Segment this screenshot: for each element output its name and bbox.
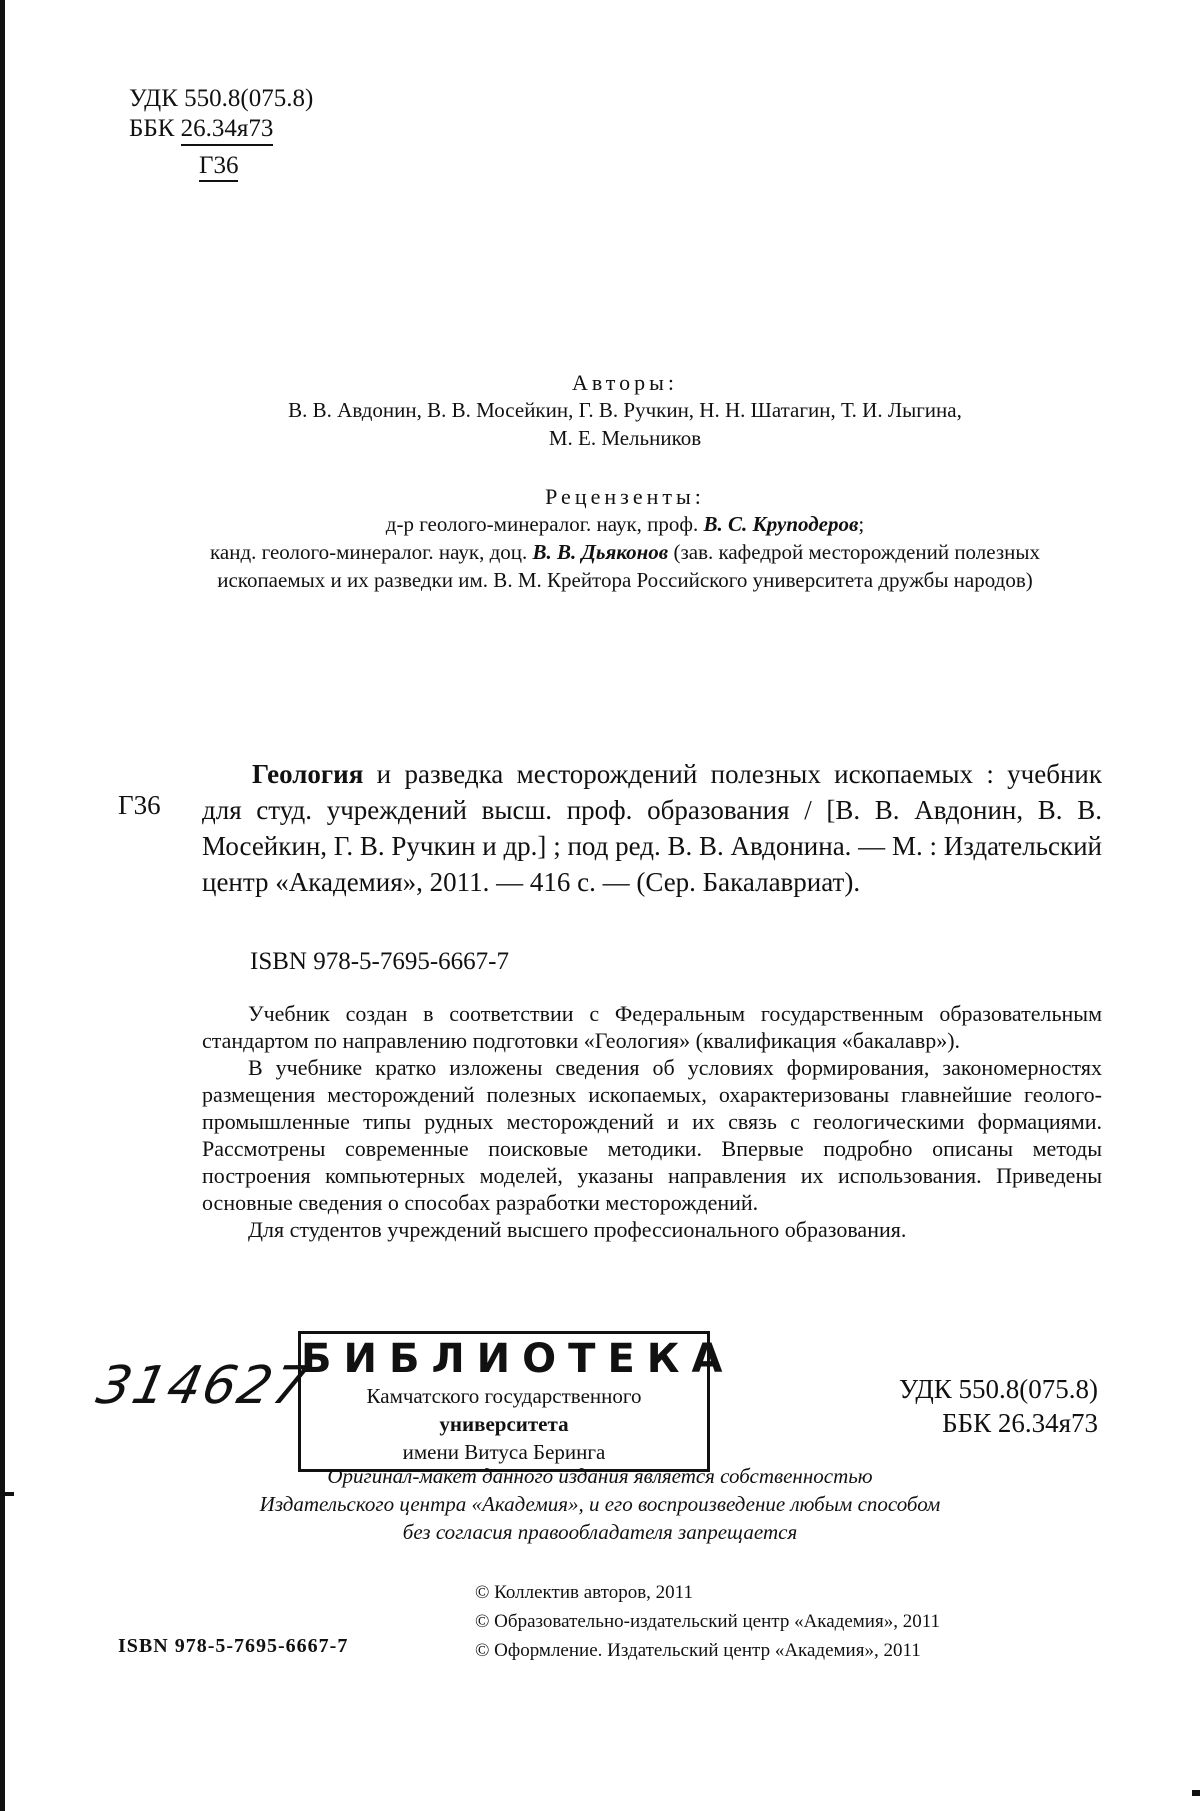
catalog-author-mark: Г36 [118,790,161,820]
catalog-isbn: ISBN 978-5-7695-6667-7 [250,948,510,975]
stamp-title: БИБЛИОТЕКА [301,1336,735,1382]
reviewer-2-name: В. В. Дьяконов [532,540,669,564]
authors-block [160,370,1090,452]
scan-mark-left [0,1492,14,1496]
annotation [202,1000,1102,1243]
stamp-line-3: имени Витуса Беринга [402,1440,606,1464]
isbn-bottom: ISBN 978-5-7695-6667-7 [118,1635,349,1657]
bbk-code [129,114,313,146]
rights-line-3: без согласия правообладателя запрещается [402,1520,798,1544]
udk-code: УДК 550.8(075.8) [129,85,314,112]
bibliographic-description: и разведка месторождений полезных ископаемых : учебник для студ. учреждений высш. проф. образования / [В. В. Авдонин, В. В. Мосейкин, Г. В. Ручкин и др.] ; под ред. В. В. Авдонина. — М. : Издательский центр «Академия», 2011. — 416 с. — (Сер. Бакалавриат). [202,759,1102,897]
rights-line-1: Оригинал-макет данного издания является собственностью [327,1464,873,1488]
authors-line-1: В. В. Авдонин, В. В. Мосейкин, Г. В. Ручкин, Н. Н. Шатагин, Т. И. Лыгина, [288,398,962,422]
reviewer-2-title: канд. геолого-минералог. наук, доц. [210,540,533,564]
reviewer-1-name: В. С. Круподеров [703,512,859,536]
stamp-line-2: университета [439,1412,569,1436]
reviewer-2-affiliation: (зав. кафедрой месторождений полезных ископаемых и их разведки им. В. М. Крейтора Российского университета дружбы народов) [217,540,1040,592]
reviewer-1-title: д-р геолого-минералог. наук, проф. [385,512,704,536]
annotation-paragraph-2: В учебнике кратко изложены сведения об условиях формирования, закономерностях размещения месторождений полезных ископаемых, охарактеризованы главнейшие геолого-промышленные типы рудных месторождений и их связь с геологическими формациями. Рассмотрены современные поисковые методики. Впервые подробно описаны методы построения компьютерных моделей, указаны направления их использования. Приведены основные сведения о способах разработки месторождений. [202,1055,1102,1215]
copyright-3: © Оформление. Издательский центр «Академия», 2011 [475,1640,921,1661]
book-title: Геология [252,759,364,789]
catalog-entry [202,756,1102,900]
rights-notice [130,1462,1070,1546]
scan-mark-bottom-right [1192,1790,1200,1796]
stamp-line-1: Камчатского государственного [366,1384,642,1408]
annotation-paragraph-3: Для студентов учреждений высшего профессионального образования. [248,1217,907,1242]
reviewer-1 [160,510,1090,538]
rights-line-2: Издательского центра «Академия», и его воспроизведение любым способом [259,1492,941,1516]
bbk-prefix: ББК [129,115,181,142]
reviewer-1-end: ; [858,512,865,536]
classification-top [129,84,313,146]
authors-heading: Авторы: [572,370,678,395]
classification-bottom [858,1372,1098,1440]
udk-code-bottom: УДК 550.8(075.8) [898,1374,1098,1404]
annotation-paragraph-1: Учебник создан в соответствии с Федеральным государственным образовательным стандартом по направлению подготовки «Геология» (квалификация «бакалавр»). [202,1001,1102,1053]
scan-edge-left [0,0,5,1811]
reviewers-heading: Рецензенты: [545,484,705,509]
inventory-number: 314627 [91,1356,315,1416]
library-stamp [298,1331,735,1472]
bbk-value: 26.34я73 [181,114,274,146]
copyright-2: © Образовательно-издательский центр «Академия», 2011 [475,1611,940,1632]
copyright-notices [475,1578,940,1665]
reviewers-block [160,484,1090,594]
bbk-code-bottom: ББК 26.34я73 [942,1408,1098,1438]
authors-line-2: М. Е. Мельников [548,426,702,450]
copyright-1: © Коллектив авторов, 2011 [475,1582,693,1603]
reviewer-2 [195,538,1055,594]
author-mark-top: Г36 [199,152,238,182]
